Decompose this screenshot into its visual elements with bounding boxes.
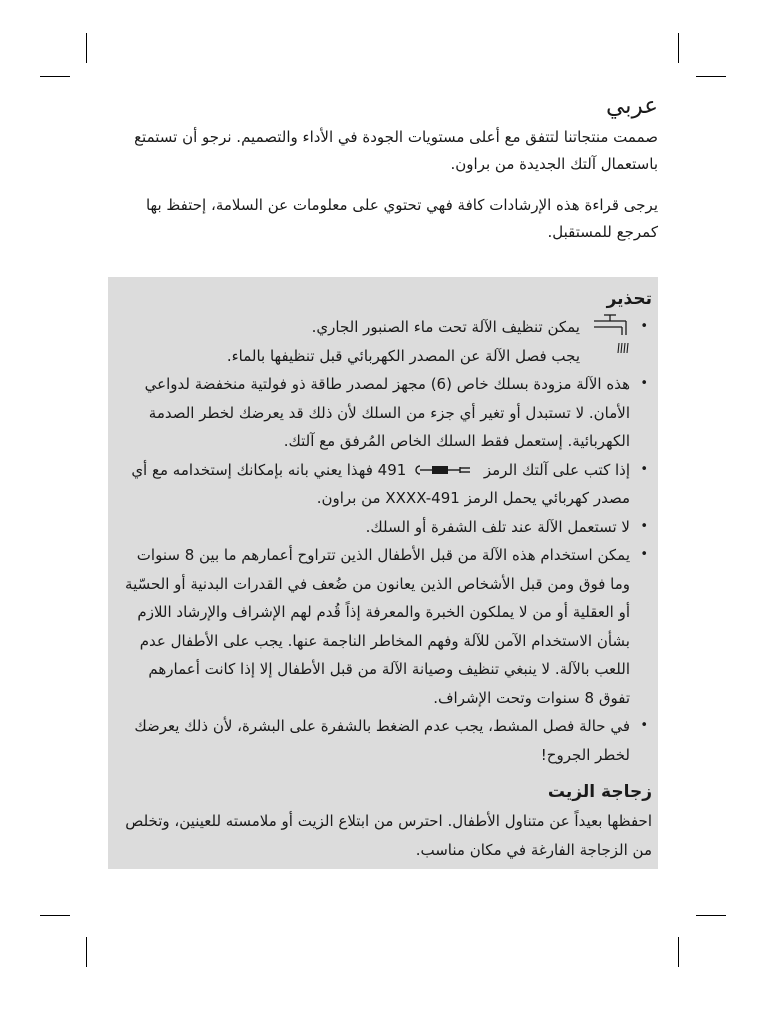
warning-item-children (118, 541, 652, 712)
warning-item-comb (118, 712, 652, 769)
language-heading: عربي (606, 93, 658, 119)
warning-item-damage-text: لا تستعمل الآلة عند تلف الشفرة أو السلك. (365, 517, 630, 536)
warning-item-symbol (118, 456, 652, 513)
crop-mark-top-right (678, 33, 679, 63)
bullet-icon: • (640, 376, 648, 391)
warning-item-tap (118, 313, 652, 370)
crop-mark-top-right-h (696, 76, 726, 77)
crop-mark-bottom-left-h (40, 915, 70, 916)
warning-box (108, 277, 658, 869)
warning-title: تحذير (606, 289, 652, 309)
tap-water-icon (590, 313, 630, 363)
warning-item-symbol-text-b: 491 فهذا يعني بانه بإمكانك إستخدامه مع أي مصدر كهربائي يحمل الرمز (131, 460, 630, 507)
crop-mark-bottom-right-h (696, 915, 726, 916)
warning-item-cord (118, 370, 652, 456)
bullet-icon: • (640, 518, 648, 534)
warning-item-symbol-text-a: إذا كتب على آلتك الرمز (483, 460, 630, 479)
intro-section (108, 88, 658, 260)
warning-item-symbol-text-c: من براون. (316, 489, 381, 507)
warning-item-comb-text: في حالة فصل المشط، يجب عدم الضغط بالشفرة على البشرة، لأن ذلك يعرضك لخطر الجروح! (134, 717, 630, 764)
intro-paragraph-1: صممت منتجاتنا لتتفق مع أعلى مستويات الجودة في الأداء والتصميم. نرجو أن تستمتع باستعمال آلتك الجديدة من براون. (134, 128, 658, 173)
crop-mark-top-left (86, 33, 87, 63)
bullet-icon: • (640, 461, 648, 477)
oil-bottle-text: احفظها بعيداً عن متناول الأطفال. احترس من ابتلاع الزيت أو ملامسته للعينين، وتخلص من الزجاجة الفارغة في مكان مناسب. (125, 812, 652, 859)
crop-mark-bottom-right (678, 937, 679, 967)
intro-paragraph-2: يرجى قراءة هذه الإرشادات كافة فهي تحتوي على معلومات عن السلامة، إحتفظ بها كمرجع للمستقبل. (145, 196, 658, 241)
warning-item-tap-line-1: يمكن تنظيف الآلة تحت ماء الصنبور الجاري. (311, 318, 580, 336)
warning-item-children-text: يمكن استخدام هذه الآلة من قبل الأطفال الذين تتراوح أعمارهم ما بين 8 سنوات وما فوق ومن قبل الأشخاص الذين يعانون من ضُعف في القدرات البدنية أو الحسّية أو العقلية أو من لا يملكون الخبرة والمعرفة إذاً قُدم لهم الإشراف والإرشاد اللازم بشأن الاستخدام الآمن للآلة وفهم المخاطر الناجمة عنها. يجب على الأطفال عدم اللعب بالآلة. لا ينبغي تنظيف وصيانة الآلة من قبل الأطفال إلا إذا كانت أعمارهم تفوق 8 سنوات وتحت الإشراف. (125, 546, 630, 707)
crop-mark-top-left-h (40, 76, 70, 77)
plug-cord-symbol-icon (414, 463, 476, 477)
warning-item-damage (118, 513, 652, 542)
warning-list (118, 313, 652, 769)
warning-item-tap-line-2: يجب فصل الآلة عن المصدر الكهربائي قبل تنظيفها بالماء. (226, 346, 580, 365)
oil-bottle-title: زجاجة الزيت (547, 782, 652, 802)
bullet-icon: • (640, 547, 648, 562)
warning-item-cord-text: هذه الآلة مزودة بسلك خاص (6) مجهز لمصدر طاقة ذو فولتية منخفضة لدواعي الأمان. لا تستبدل أو تغير أي جزء من السلك لأن ذلك قد يعرضك لخطر الصدمة الكهربائية. إستعمل فقط السلك الخاص المُرفق مع آلتك. (144, 375, 630, 450)
bullet-icon: • (640, 319, 648, 334)
crop-mark-bottom-left (86, 937, 87, 967)
bullet-icon: • (640, 718, 648, 733)
model-code: XXXX-491 (385, 489, 460, 507)
